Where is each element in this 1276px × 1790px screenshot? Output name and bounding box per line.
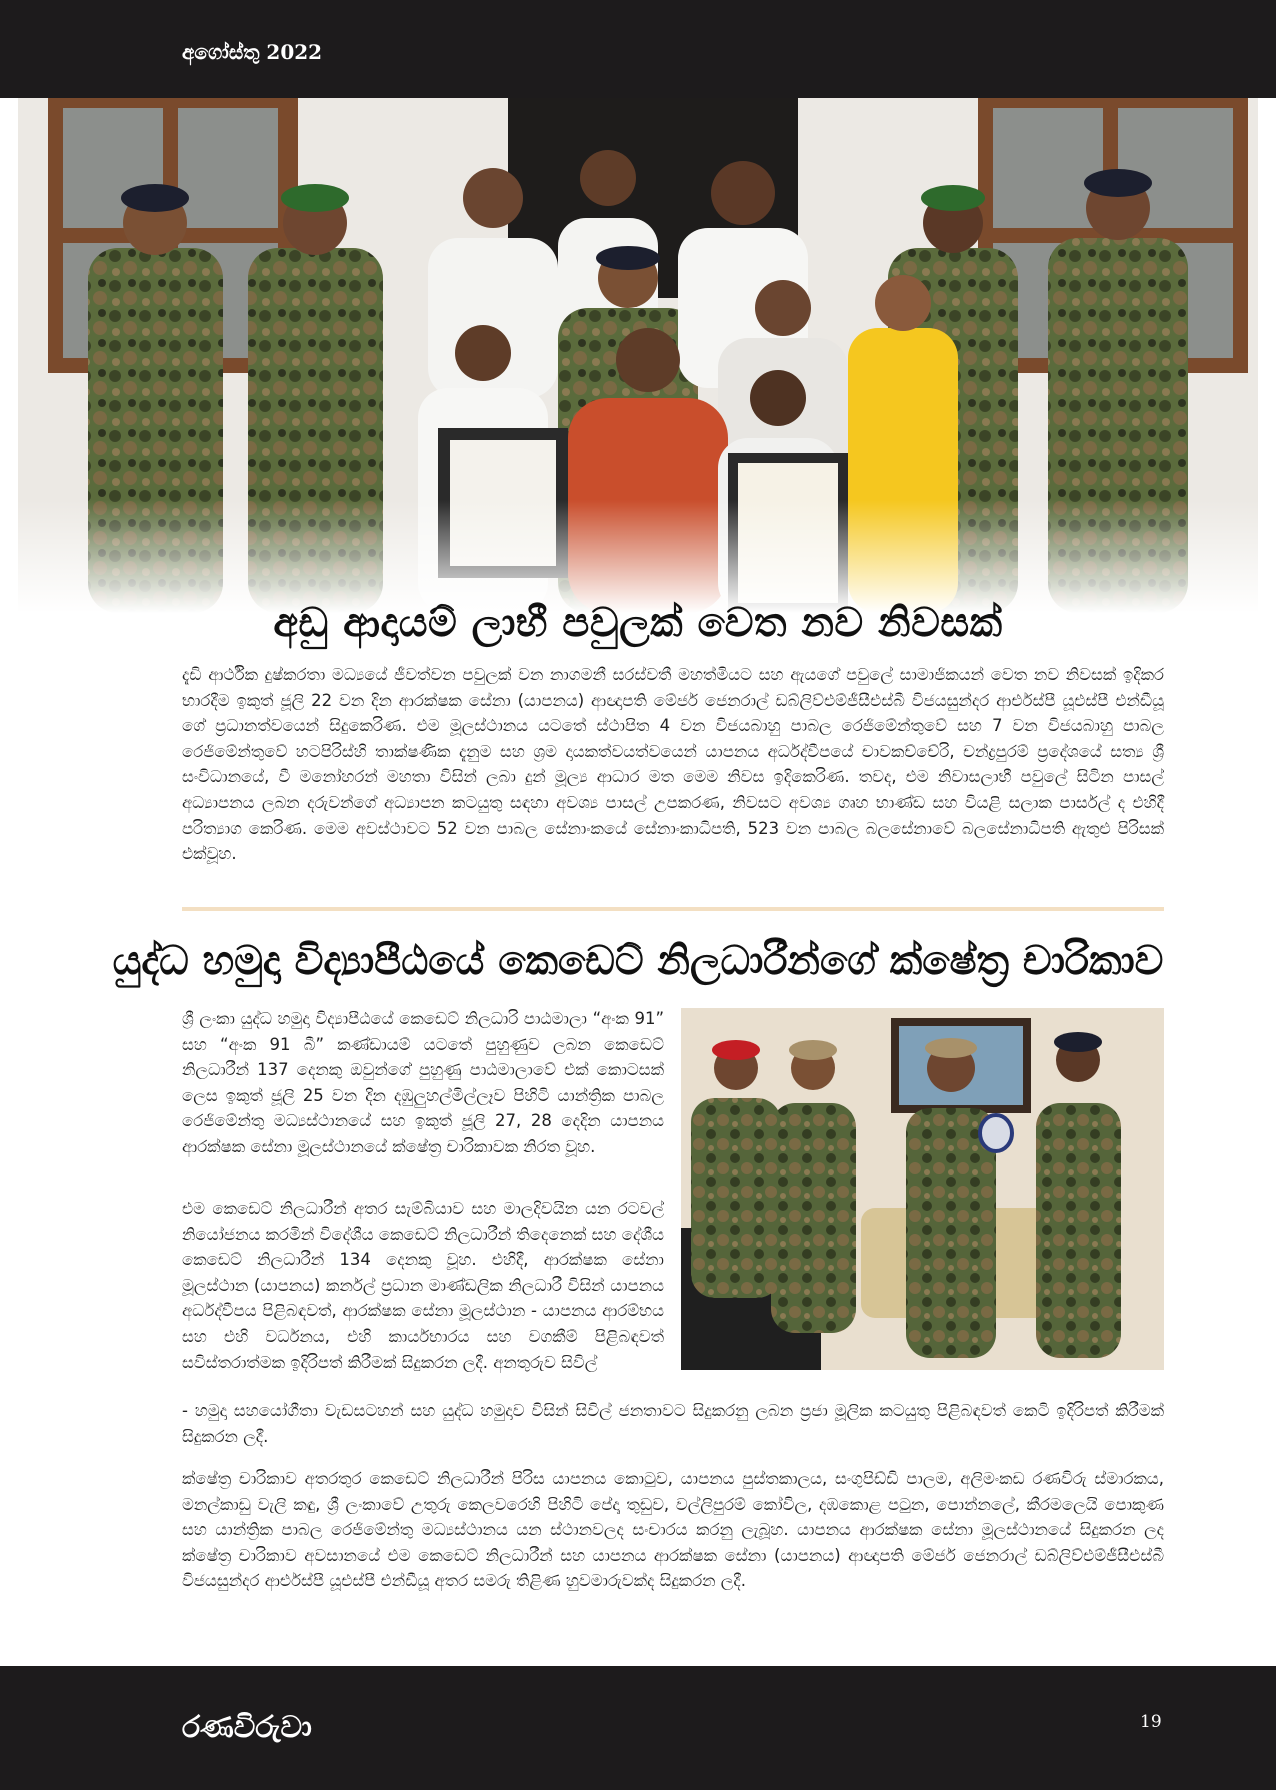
article1-body: දැඩි ආර්ථික දුෂ්කරතා මධ්‍යයේ ජීවත්වන පවුලක් වන නාගමනී සරස්වතී මහත්මියට සහ ඇයගේ පවුලේ සාමාජිකයන් වෙත නව නිවසක් ඉදිකර භාරදීම ඉකුත් ජූලි 22 වන දින ආරක්ෂක සේනා (යාපනය) ආඥාපති මේජර් ජෙනරාල් ඩබ්ලිව්එම්ජීසීඑස්බී විජයසුන්දර ආර්එස්පී යූඑස්පී එන්ඩීයූ ගේ ප්‍රධානත්වයෙන් සිදුකෙරිණ. එම මූලස්ථානය යටතේ ස්ථාපිත 4 වන විජයබාහු පාබල රෙජිමේන්තුවේ සහ 7 වන විජයබාහු පාබල රෙජිමේන්තුවේ හටපිරිස්හි තාක්ෂණික දැනුම සහ ශ්‍රම දායකත්වයත්වයෙන් යාපනය අර්ධද්වීපයේ චාවකච්චේරි, චන්ද්‍රපුරම් ප්‍රදේශයේ සත්‍ය ශ්‍රී සංවිධානයේ, වී මනෝහරන් මහතා විසින් ලබා දුන් මූල්‍ය ආධාර මත මෙම නිවස ඉදිකෙරිණ. තවද, එම නිවාසලාභී පවුලේ සිටින පාසල් අධ්‍යාපනය ලබන දරුවන්ගේ අධ්‍යාපන කටයුතු සඳහා අවශ්‍ය පාසල් උපකරණ, නිවසට අවශ්‍ය ගෘහ භාණ්ඩ සහ වියළි සලාක පාර්සල් ද එහිදී පරිත්‍යාග කෙරිණ. මෙම අවස්ථාවට 52 වන පාබල සේනාංකයේ සේනාංකාධිපති, 523 වන පාබල බලසේනාවේ බලසේනාධිපති ඇතුළු පිරිසක් එක්වූහ. xyxy=(182,665,1164,864)
magazine-logo: රණවිරුවා xyxy=(182,1710,312,1745)
article2-paragraph-1: ශ්‍රී ලංකා යුද්ධ හමුදා විද්‍යාපීඨයේ කෙඩෙට් නිලධාරි පාඨමාලා “අංක 91” සහ “අංක 91 බී” කණ්ඩායම් යටතේ පුහුණුව ලබන කෙඩෙට් නිලධාරීන් 137 දෙනකු ඔවුන්ගේ පුහුණු පාඨමාලාවේ එක් කොටසක් ලෙස ඉකුත් ජූලි 25 වන දින දඹුලුහල්මිල්ලෑව පිහිටි යාන්ත්‍රික පාබල රෙජිමේන්තු මධ්‍යස්ථානයේ සහ ඉකුත් ජූලි 27, 28 දෙදින යාපනය ආරක්ෂක සේනා මූලස්ථානයේ ක්ෂේත්‍ර චාරිකාවක නිරත වූහ. xyxy=(182,1009,664,1156)
issue-date: අගෝස්තු 2022 xyxy=(182,40,323,64)
article2-title: යුද්ධ හමුදා විද්‍යාපීඨයේ කෙඩෙට් නිලධාරීන්ගේ ක්ෂේත්‍ර චාරිකාව xyxy=(112,938,1164,984)
article2-paragraph-2-continued: - හමුදා සහයෝගීතා වැඩසටහන් සහ යුද්ධ හමුදාව විසින් සිවිල් ජනතාවට සිදුකරනු ලබන ප්‍රජා මූලික කටයුතු පිළිබඳවත් කෙටි ඉදිරිපත් කිරීමක් සිදුකරන ලදී. xyxy=(182,1401,1164,1446)
page-number: 19 xyxy=(1140,1712,1162,1732)
article2-paragraph-2: එම කෙඩෙට් නිලධාරීන් අතර සැම්බියාව සහ මාලදිවයින යන රටවල් නියෝජනය කරමින් විදේශීය කෙඩෙට් නිලධාරීන් තිදෙනෙක් සහ දේශීය කෙඩෙට් නිලධාරීන් 134 දෙනකු වූහ. එහිදී, ආරක්ෂක සේනා මූලස්ථාන (යාපනය) කර්නල් ප්‍රධාන මාණ්ඩලික නිලධාරී විසින් යාපනය අර්ධද්වීපය පිළිබඳවත්, ආරක්ෂක සේනා මූලස්ථාන - යාපනය ආරම්භය සහ එහි වර්ධනය, එහි කාර්යභාරය සහ වගකීම් පිළිබඳවත් සවිස්තරාත්මක ඉදිරිපත් කිරීමක් සිදුකරන ලදී. අනතුරුව සිවිල් xyxy=(182,1199,664,1372)
section-divider xyxy=(182,907,1164,911)
award-photo xyxy=(681,1008,1164,1370)
article2-paragraph-3: ක්ෂේත්‍ර චාරිකාව අතරතුර කෙඩෙට් නිලධාරීන් පිරිස යාපනය කොටුව, යාපනය පුස්තකාලය, සංගුපිඩ්ඩි පාලම, අලිමංකඩ රණවිරු ස්මාරකය, මනල්කාඩු වැලි කඳු, ශ්‍රී ලංකාවේ උතුරු කෙලවරෙහි පිහිටි පේද්‍රු තුඩුව, වල්ලිපුරම් කෝවිල, දඹකොළ පටුන, පොන්නලේ, කීරමලෙයි පොකුණ සහ යාන්ත්‍රික පාබල රෙජිමේන්තු මධ්‍යස්ථානය යන ස්ථානවලද සංචාරය කරනු ලැබූහ. යාපනය ආරක්ෂක සේනා මූලස්ථානයේ සිදුකරන ලද ක්ෂේත්‍ර චාරිකාව අවසානයේ එම කෙඩෙට් නිලධාරීන් සහ යාපනය ආරක්ෂක සේනා (යාපනය) ආඥාපති මේජර් ජෙනරාල් ඩබ්ලිව්එම්ජීසීඑස්බී විජයසුන්දර ආර්එස්පී යූඑස්පී එන්ඩීයූ අතර සමරු තිළිණ හුවමාරුවක්ද සිදුකරන ලදී. xyxy=(182,1469,1164,1591)
group-photo xyxy=(18,98,1258,613)
article1-title: අඩු ආදායම් ලාභී පවුලක් වෙත නව නිවසක් xyxy=(273,600,1003,646)
